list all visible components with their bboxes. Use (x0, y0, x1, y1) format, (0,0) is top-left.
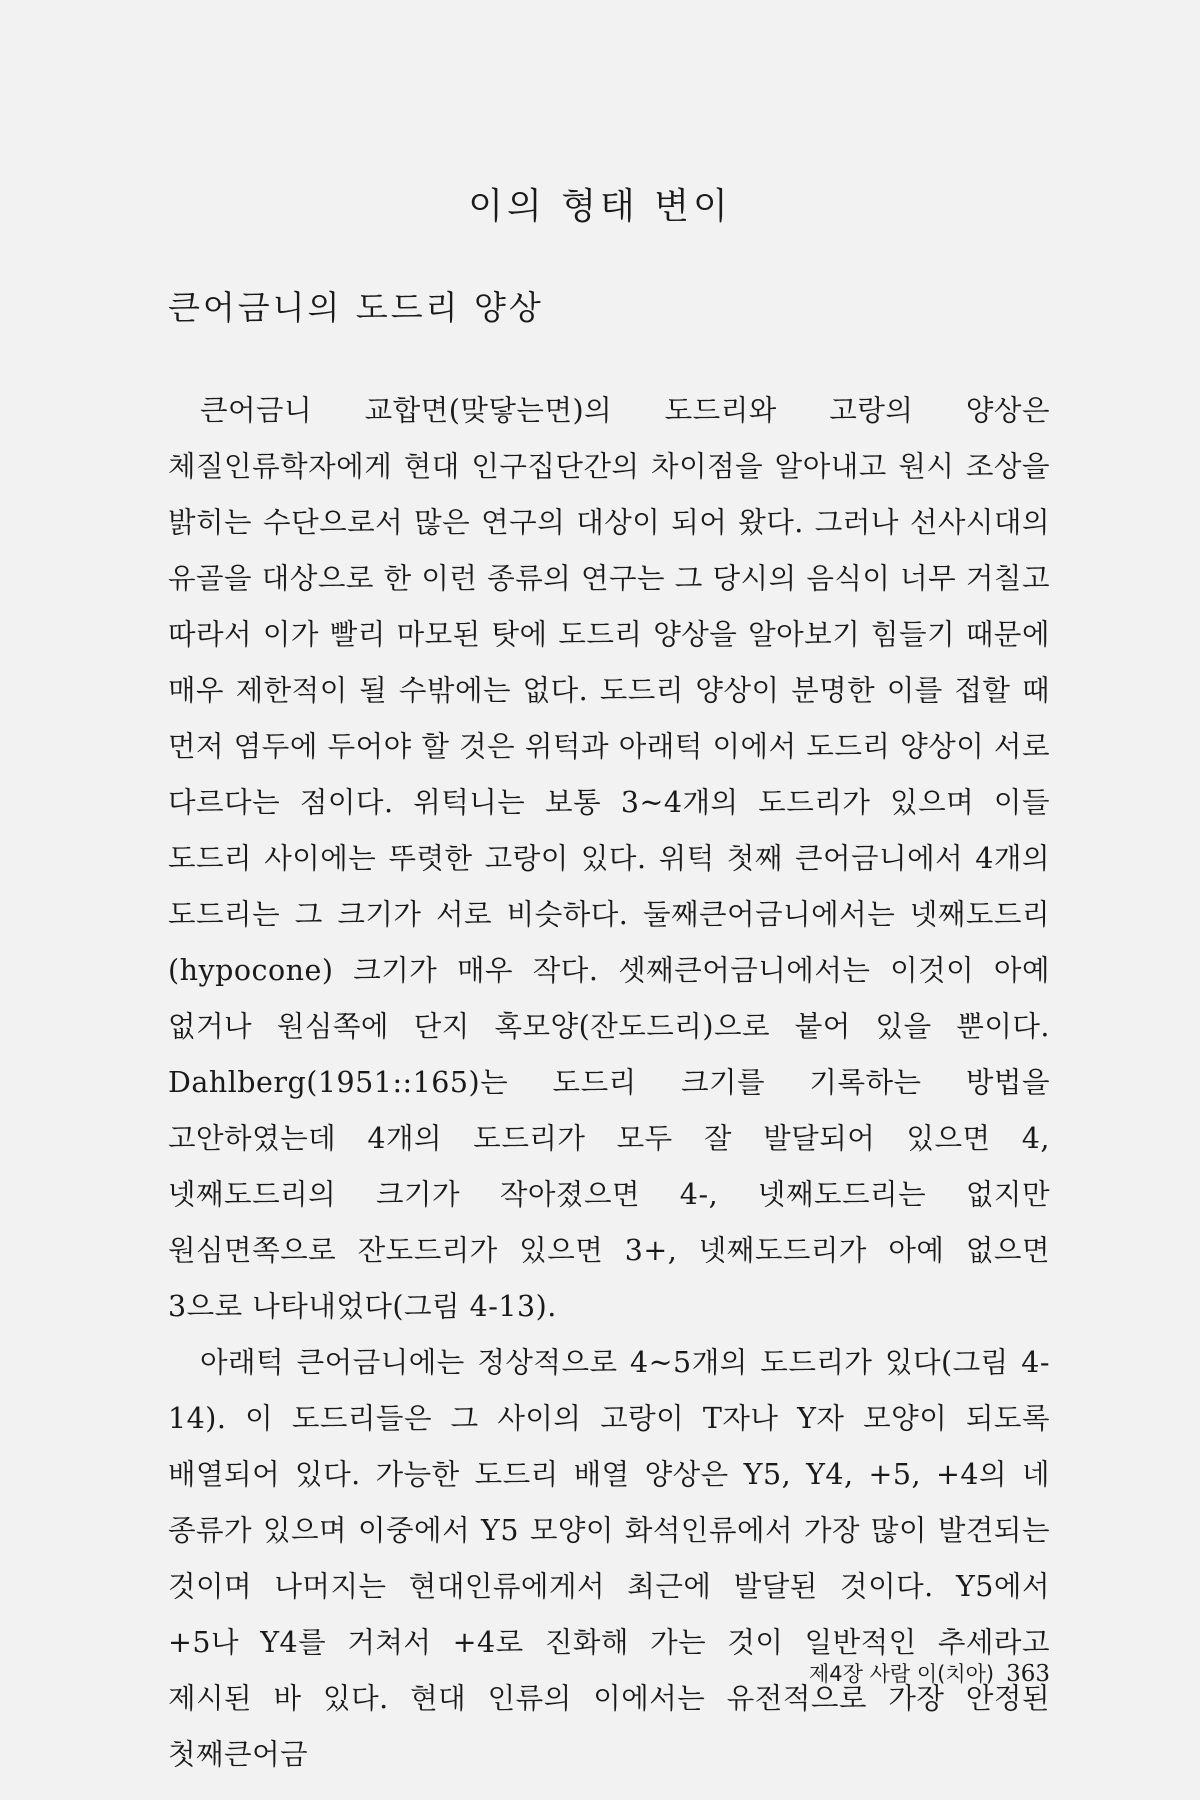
page-number: 363 (1006, 1661, 1050, 1687)
section-heading: 큰어금니의 도드리 양상 (168, 288, 544, 327)
page-footer (809, 1658, 1050, 1688)
paragraph-2: 아래턱 큰어금니에는 정상적으로 4~5개의 도드리가 있다(그림 4-14). 이 도드리들은 그 사이의 고랑이 T자나 Y자 모양이 되도록 배열되어 있다. 가능한 도드리 배열 양상은 Y5, Y4, +5, +4의 네 종류가 있으며 이중에서 Y5 모양이 화석인류에서 가장 많이 발견되는 것이며 나머지는 현대인류에게서 최근에 발달된 것이다. Y5에서 +5나 Y4를 거쳐서 +4로 진화해 가는 것이 일반적인 추세라고 제시된 바 있다. 현대 인류의 이에서는 유전적으로 가장 안정된 첫째큰어금 (168, 1346, 1050, 1771)
paragraph-1: 큰어금니 교합면(맞닿는면)의 도드리와 고랑의 양상은 체질인류학자에게 현대 인구집단간의 차이점을 알아내고 원시 조상을 밝히는 수단으로서 많은 연구의 대상이 되어 왔다. 그러나 선사시대의 유골을 대상으로 한 이런 종류의 연구는 그 당시의 음식이 너무 거칠고 따라서 이가 빨리 마모된 탓에 도드리 양상을 알아보기 힘들기 때문에 매우 제한적이 될 수밖에는 없다. 도드리 양상이 분명한 이를 접할 때 먼저 염두에 두어야 할 것은 위턱과 아래턱 이에서 도드리 양상이 서로 다르다는 점이다. 위턱니는 보통 3~4개의 도드리가 있으며 이들 도드리 사이에는 뚜렷한 고랑이 있다. 위턱 첫째 큰어금니에서 4개의 도드리는 그 크기가 서로 비슷하다. 둘째큰어금니에서는 넷째도드리(hypocone) 크기가 매우 작다. 셋째큰어금니에서는 이것이 아예 없거나 원심쪽에 단지 혹모양(잔도드리)으로 붙어 있을 뿐이다. Dahlberg(1951::165)는 도드리 크기를 기록하는 방법을 고안하였는데 4개의 도드리가 모두 잘 발달되어 있으면 4, 넷째도드리의 크기가 작아졌으면 4-, 넷째도드리는 없지만 원심면쪽으로 잔도드리가 있으면 3+, 넷째도드리가 아예 없으면 3으로 나타내었다(그림 4-13). (168, 394, 1050, 1323)
page-title: 이의 형태 변이 (468, 186, 732, 227)
body-text (168, 383, 1050, 1783)
running-head: 제4장 사람 이(치아) (808, 1662, 995, 1686)
